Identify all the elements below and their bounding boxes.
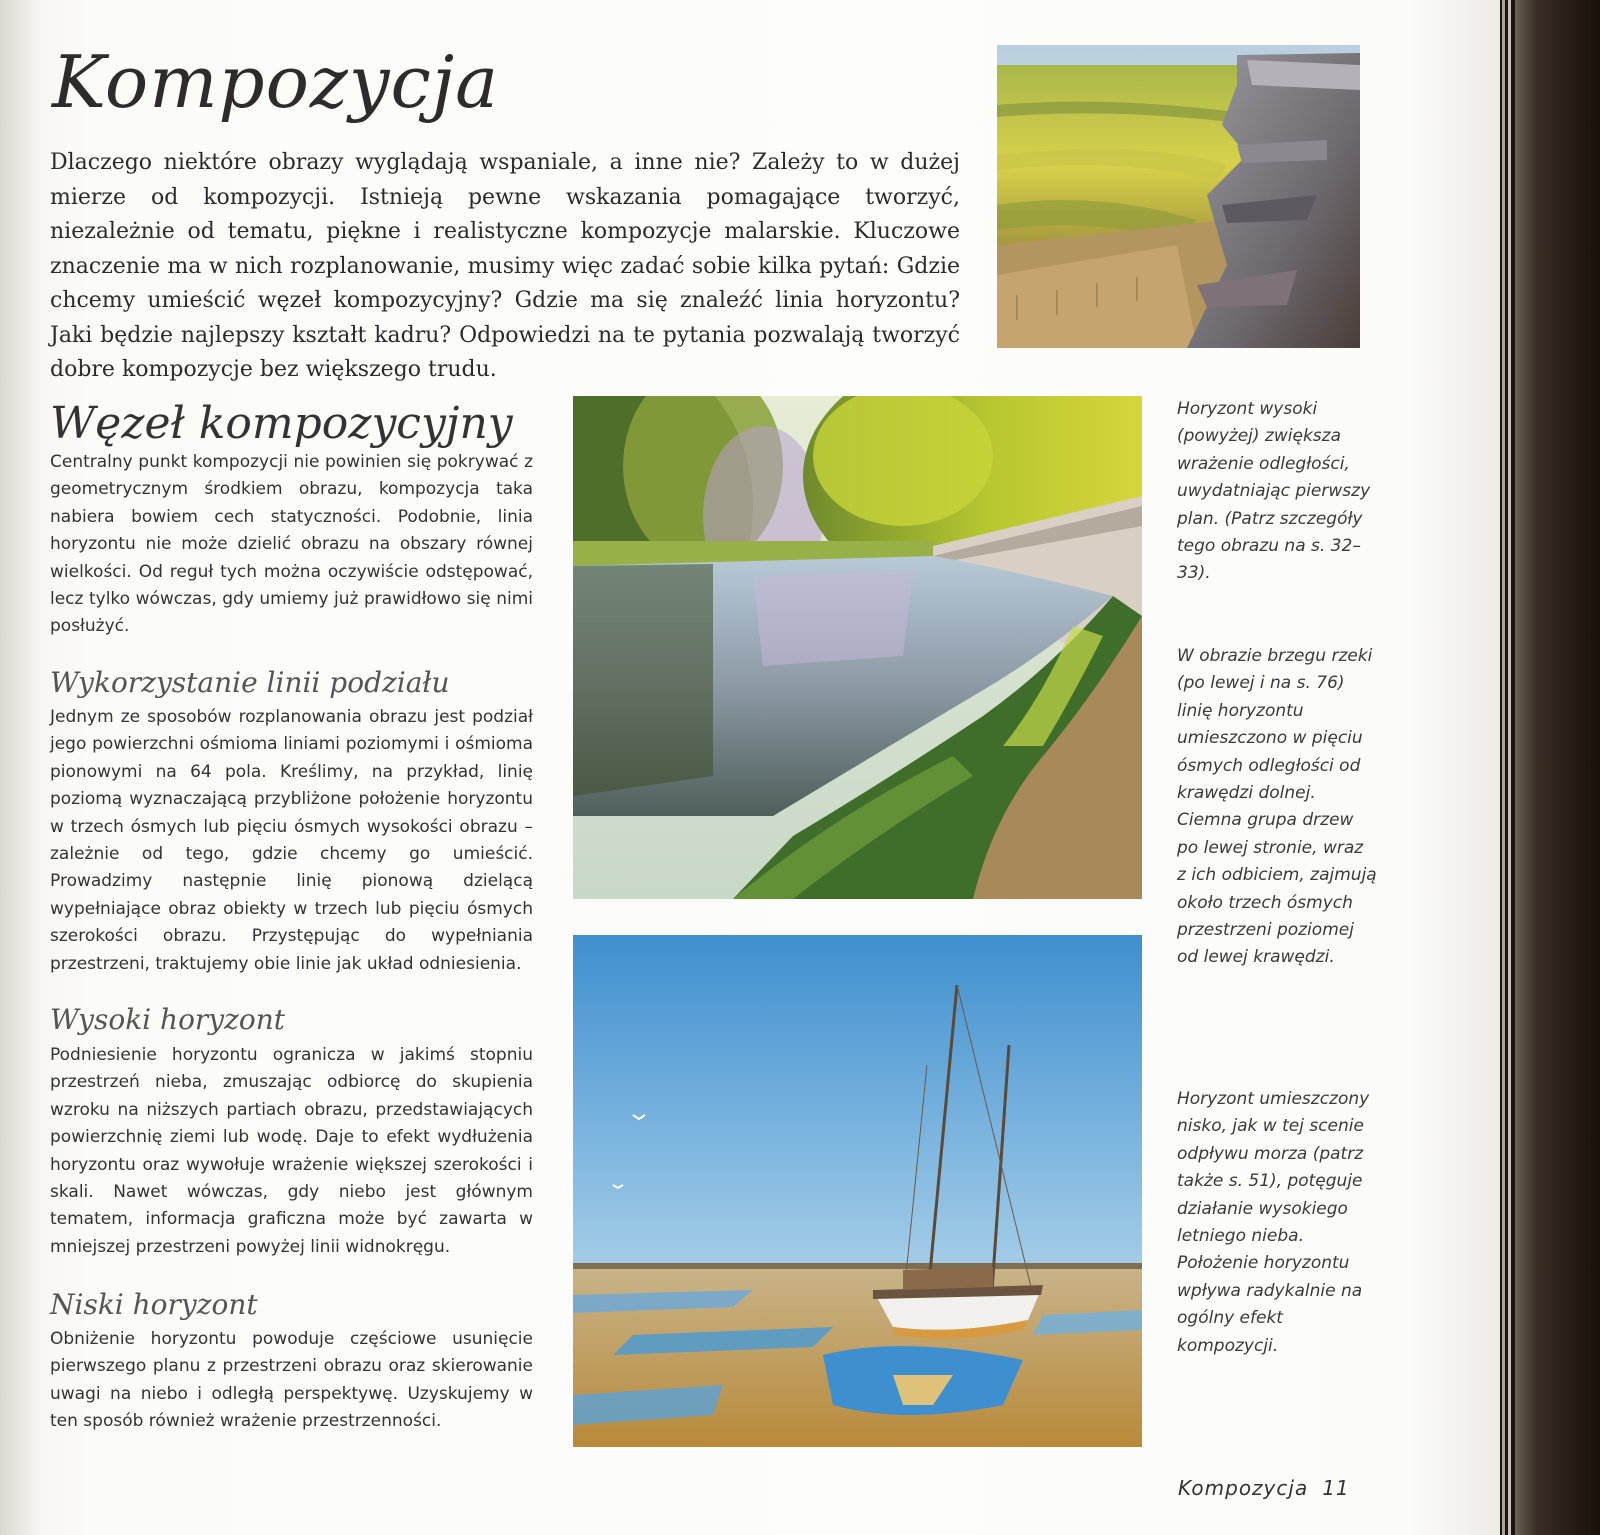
caption-cliff: Horyzont wysoki (powyżej) zwiększa wrażenie odległości, uwydatniając pierwszy plan. (Patrz szczegóły tego obrazu na s. 32–33). xyxy=(1177,399,1371,584)
caption-canal: W obrazie brzegu rzeki (po lewej i na s. 76) linię horyzontu umieszczono w pięciu ósmych odległości od krawędzi dolnej. Ciemna grupa drzew po lewej stronie, wraz z ich odbiciem, zajmują około trzech ósmych przestrzeni poziomej od lewej krawędzi. xyxy=(1177,646,1377,968)
paragraph-wysoki: Podniesienie horyzontu ogranicza w jakimś stopniu przestrzeń nieba, zmuszając odbiorcę do skupienia wzroku na niższych partiach obrazu, przedstawiających powierzchnię ziemi lub wodę. Daje to efekt wydłużenia horyzontu oraz wywołuje wrażenie większej szerokości i skali. Nawet wówczas, gdy niebo jest głównym tematem, informacja graficzna może być zawarta w mniejszej przestrzeni powyżej linii widnokręgu. xyxy=(50,1045,533,1257)
paragraph-wezel: Centralny punkt kompozycji nie powinien się pokrywać z geometrycznym środkiem obrazu, kompozycja taka nabiera bowiem cech statyczności. Podobnie, linia horyzontu nie może dzielić obrazu na obszary równej wielkości. Od reguł tych można oczywiście odstępować, lecz tylko wówczas, gdy umiemy już prawidłowo się nimi posłużyć. xyxy=(50,452,533,637)
page-footer xyxy=(1178,1476,1350,1500)
section-heading-wysoki: Wysoki horyzont xyxy=(50,1003,286,1036)
paragraph-linie: Jednym ze sposobów rozplanowania obrazu jest podział jego powierzchni ośmioma liniami poziomymi i ośmioma pionowymi na 64 pola. Kreślimy, na przykład, linię poziomą wyznaczającą przybliżone położenie horyzontu w trzech ósmych lub pięciu ósmych wysokości obrazu – zależnie od tego, gdzie chcemy go umieścić. Prowadzimy następnie linię pionową dzielącą wypełniające obraz obiekty w trzech lub pięciu ósmych szerokości obrazu. Przystępując do wypełniania przestrzeni, traktujemy obie linie jak układ odniesienia. xyxy=(50,707,533,974)
intro-paragraph: Dlaczego niektóre obrazy wyglądają wspaniale, a inne nie? Zależy to w dużej mierze od kompozycji. Istnieją pewne wskazania pomagające tworzyć, niezależnie od tematu, piękne i realistyczne kompozycje malarskie. Kluczowe znaczenie ma w nich rozplanowanie, musimy więc zadać sobie kilka pytań: Gdzie chcemy umieścić węzeł kompozycyjny? Gdzie ma się znaleźć linia horyzontu? Jaki będzie najlepszy kształt kadru? Odpowiedzi na te pytania pozwalają tworzyć dobre kompozycje bez większego trudu. xyxy=(50,150,960,382)
section-heading-wezel: Węzeł kompozycyjny xyxy=(50,398,513,449)
page-edge xyxy=(1502,0,1505,1535)
footer-label: Kompozycja xyxy=(1178,1476,1309,1500)
caption-boat: Horyzont umieszczony nisko, jak w tej scenie odpływu morza (patrz także s. 51), potęguje działanie wysokiego letniego nieba. Położenie horyzontu wpływa radykalnie na ogólny efekt kompozycji. xyxy=(1177,1089,1370,1356)
canal-painting xyxy=(573,396,1142,899)
page-number: 11 xyxy=(1322,1476,1350,1500)
boat-painting xyxy=(573,935,1142,1447)
book-cover-edge xyxy=(1515,0,1600,1535)
paragraph-niski: Obniżenie horyzontu powoduje częściowe usunięcie pierwszego planu z przestrzeni obrazu oraz skierowanie uwagi na niebo i odległą perspektywę. Uzyskujemy w ten sposób również wrażenie przestrzenności. xyxy=(50,1329,533,1432)
page-gutter-shadow xyxy=(0,0,40,1535)
page-title: Kompozycja xyxy=(52,40,500,124)
section-heading-linie: Wykorzystanie linii podziału xyxy=(50,666,450,699)
section-heading-niski: Niski horyzont xyxy=(50,1288,258,1321)
cliff-painting xyxy=(997,45,1360,348)
page-edge xyxy=(1508,0,1511,1535)
